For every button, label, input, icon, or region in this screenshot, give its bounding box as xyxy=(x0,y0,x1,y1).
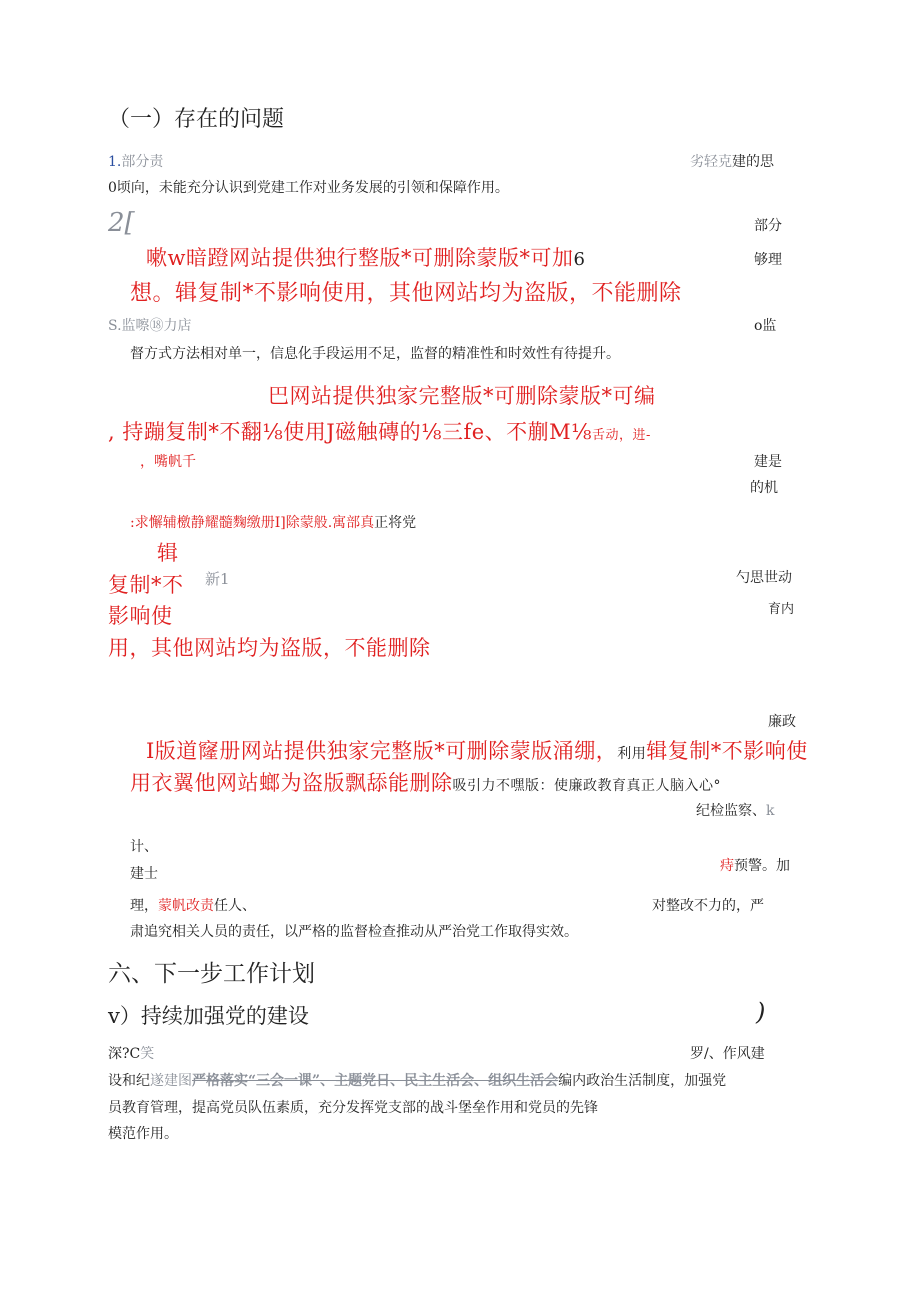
watermark-text: 嗽w暗蹬网站提供独行整版*可删除蒙版*可加 xyxy=(146,246,574,270)
item2-marker: 2[ xyxy=(108,208,135,238)
item4-new-text: 新1 xyxy=(205,570,230,588)
item5-right-mid-k: k xyxy=(766,803,775,819)
watermark-line xyxy=(130,771,721,796)
section6-right: 罗/、作风建 xyxy=(690,1046,765,1062)
item5-tail-text: 使廉政教育真正人脑入心° xyxy=(554,778,721,794)
item6-right-line: 对整改不力的，严 xyxy=(652,898,764,914)
item6-li-tail: 任人、 xyxy=(214,898,256,914)
item6-line xyxy=(130,898,256,915)
item6-jianshi: 建士 xyxy=(130,866,158,882)
watermark-text: 辑复制*不影响使 xyxy=(646,739,808,763)
item1-right-dark: 建的思 xyxy=(732,154,774,170)
watermark-line: 用，其他网站均为盗版，不能删除 xyxy=(108,636,431,660)
item1-second-line: 0顷向，未能充分认识到党建工作对业务发展的引领和保障作用。 xyxy=(108,180,509,196)
watermark-line: 巴网站提供独家完整版*可删除蒙版*可编 xyxy=(268,384,656,408)
item5-right-top: 廉政 xyxy=(768,714,796,730)
watermark-text: , 持蹦复制*不翻⅛使用J磁触磚的⅛三fe、不蒯M⅛ xyxy=(108,420,593,444)
item6-right-red: 痔 xyxy=(720,858,734,874)
subsection-heading: v）持续加强党的建设 xyxy=(108,1004,309,1028)
item2-right-1: 部分 xyxy=(754,218,782,234)
item5-right-mid xyxy=(696,803,774,820)
section6-lead-gray: 笑 xyxy=(140,1046,155,1062)
section6-line2: 员教育管理，提高党员队伍素质，充分发挥党支部的战斗堡垒作用和党员的先锋 xyxy=(108,1100,598,1116)
watermark-text-small: 嘿版： xyxy=(510,778,554,794)
item4-dark-text: 正将党 xyxy=(374,515,417,531)
item5-use-word: 利用 xyxy=(617,746,647,762)
item3-second-line: 督方式方法相对单一，信息化手段运用不足，监督的精准性和时效性有待提升。 xyxy=(130,346,620,362)
item6-ji: 计、 xyxy=(130,839,158,855)
section6-lead xyxy=(108,1046,154,1063)
item1-first-line xyxy=(108,154,163,171)
section6-line1-a: 设和纪 xyxy=(108,1073,150,1089)
section6-strikethrough-text: 严格落实“三会一课”、主题党日、民主生活会、组织生活会 xyxy=(192,1073,559,1089)
item6-li: 理， xyxy=(130,898,158,914)
item4-right-1: 勺思世动 xyxy=(736,570,792,586)
watermark-text-small: 舌动，进- xyxy=(592,428,651,443)
watermark-fragment: ，嘴帆千 xyxy=(140,454,196,470)
item1-lead: 部分责 xyxy=(121,154,164,170)
item1-number: 1. xyxy=(108,154,122,170)
watermark-line xyxy=(108,420,651,445)
item5-right-mid-text: 纪检监察、 xyxy=(696,803,766,819)
item3-right: o监 xyxy=(754,318,777,334)
watermark-line xyxy=(146,739,808,764)
watermark-text: 用衣翼他网站螂为盗版飘舔能删除 xyxy=(130,771,453,795)
watermark-text: I版道窿册网站提供独家完整版*可删除蒙版涌绷， xyxy=(146,739,618,763)
item5-dark-text: 吸引力不 xyxy=(452,778,511,794)
item2-wm-tail: 6 xyxy=(573,249,586,270)
item2-right-2: 够理 xyxy=(754,252,782,268)
section6-line1 xyxy=(108,1073,726,1090)
item3-right-3: 建是 xyxy=(754,454,782,470)
item6-last-line: 肃追究相关人员的责任，以严格的监督检查推动从严治党工作取得实效。 xyxy=(130,924,578,940)
watermark-fragment: 复制*不 xyxy=(108,573,184,597)
item4-first-line xyxy=(130,515,416,532)
section-heading-next-plan: 六、下一步工作计划 xyxy=(108,961,315,987)
section6-line1-gray: 遂建图 xyxy=(150,1073,192,1089)
section-heading-problems: （一）存在的问题 xyxy=(108,107,285,132)
item3-lead: S.监嚓⑱力店 xyxy=(108,318,192,334)
watermark-text: 蒙帆改责 xyxy=(158,898,214,914)
section6-line1-tail: 编内政治生活制度，加强党 xyxy=(558,1073,727,1089)
item3-right-4: 的机 xyxy=(750,480,778,496)
paren-mark: ) xyxy=(756,998,766,1026)
section6-lead-dark: 深?C xyxy=(108,1046,141,1062)
item6-right xyxy=(720,858,790,875)
watermark-text: :求懈辅檄静耀髓麴缴册I]除蒙般.寓部真 xyxy=(130,515,375,531)
watermark-line xyxy=(146,246,585,271)
item4-new-label xyxy=(205,570,230,588)
watermark-fragment: 影响使 xyxy=(108,604,173,628)
item6-right-dark: 预警。加 xyxy=(734,858,790,874)
watermark-fragment: 辑 xyxy=(157,541,179,565)
section6-line3: 模范作用。 xyxy=(108,1126,178,1142)
watermark-line: 想。辑复制*不影响使用，其他网站均为盗版，不能删除 xyxy=(130,281,682,306)
item4-right-2: 育内 xyxy=(768,602,795,617)
item1-right-fragment xyxy=(690,154,774,171)
item1-right-gray: 劣轻克 xyxy=(690,154,732,170)
